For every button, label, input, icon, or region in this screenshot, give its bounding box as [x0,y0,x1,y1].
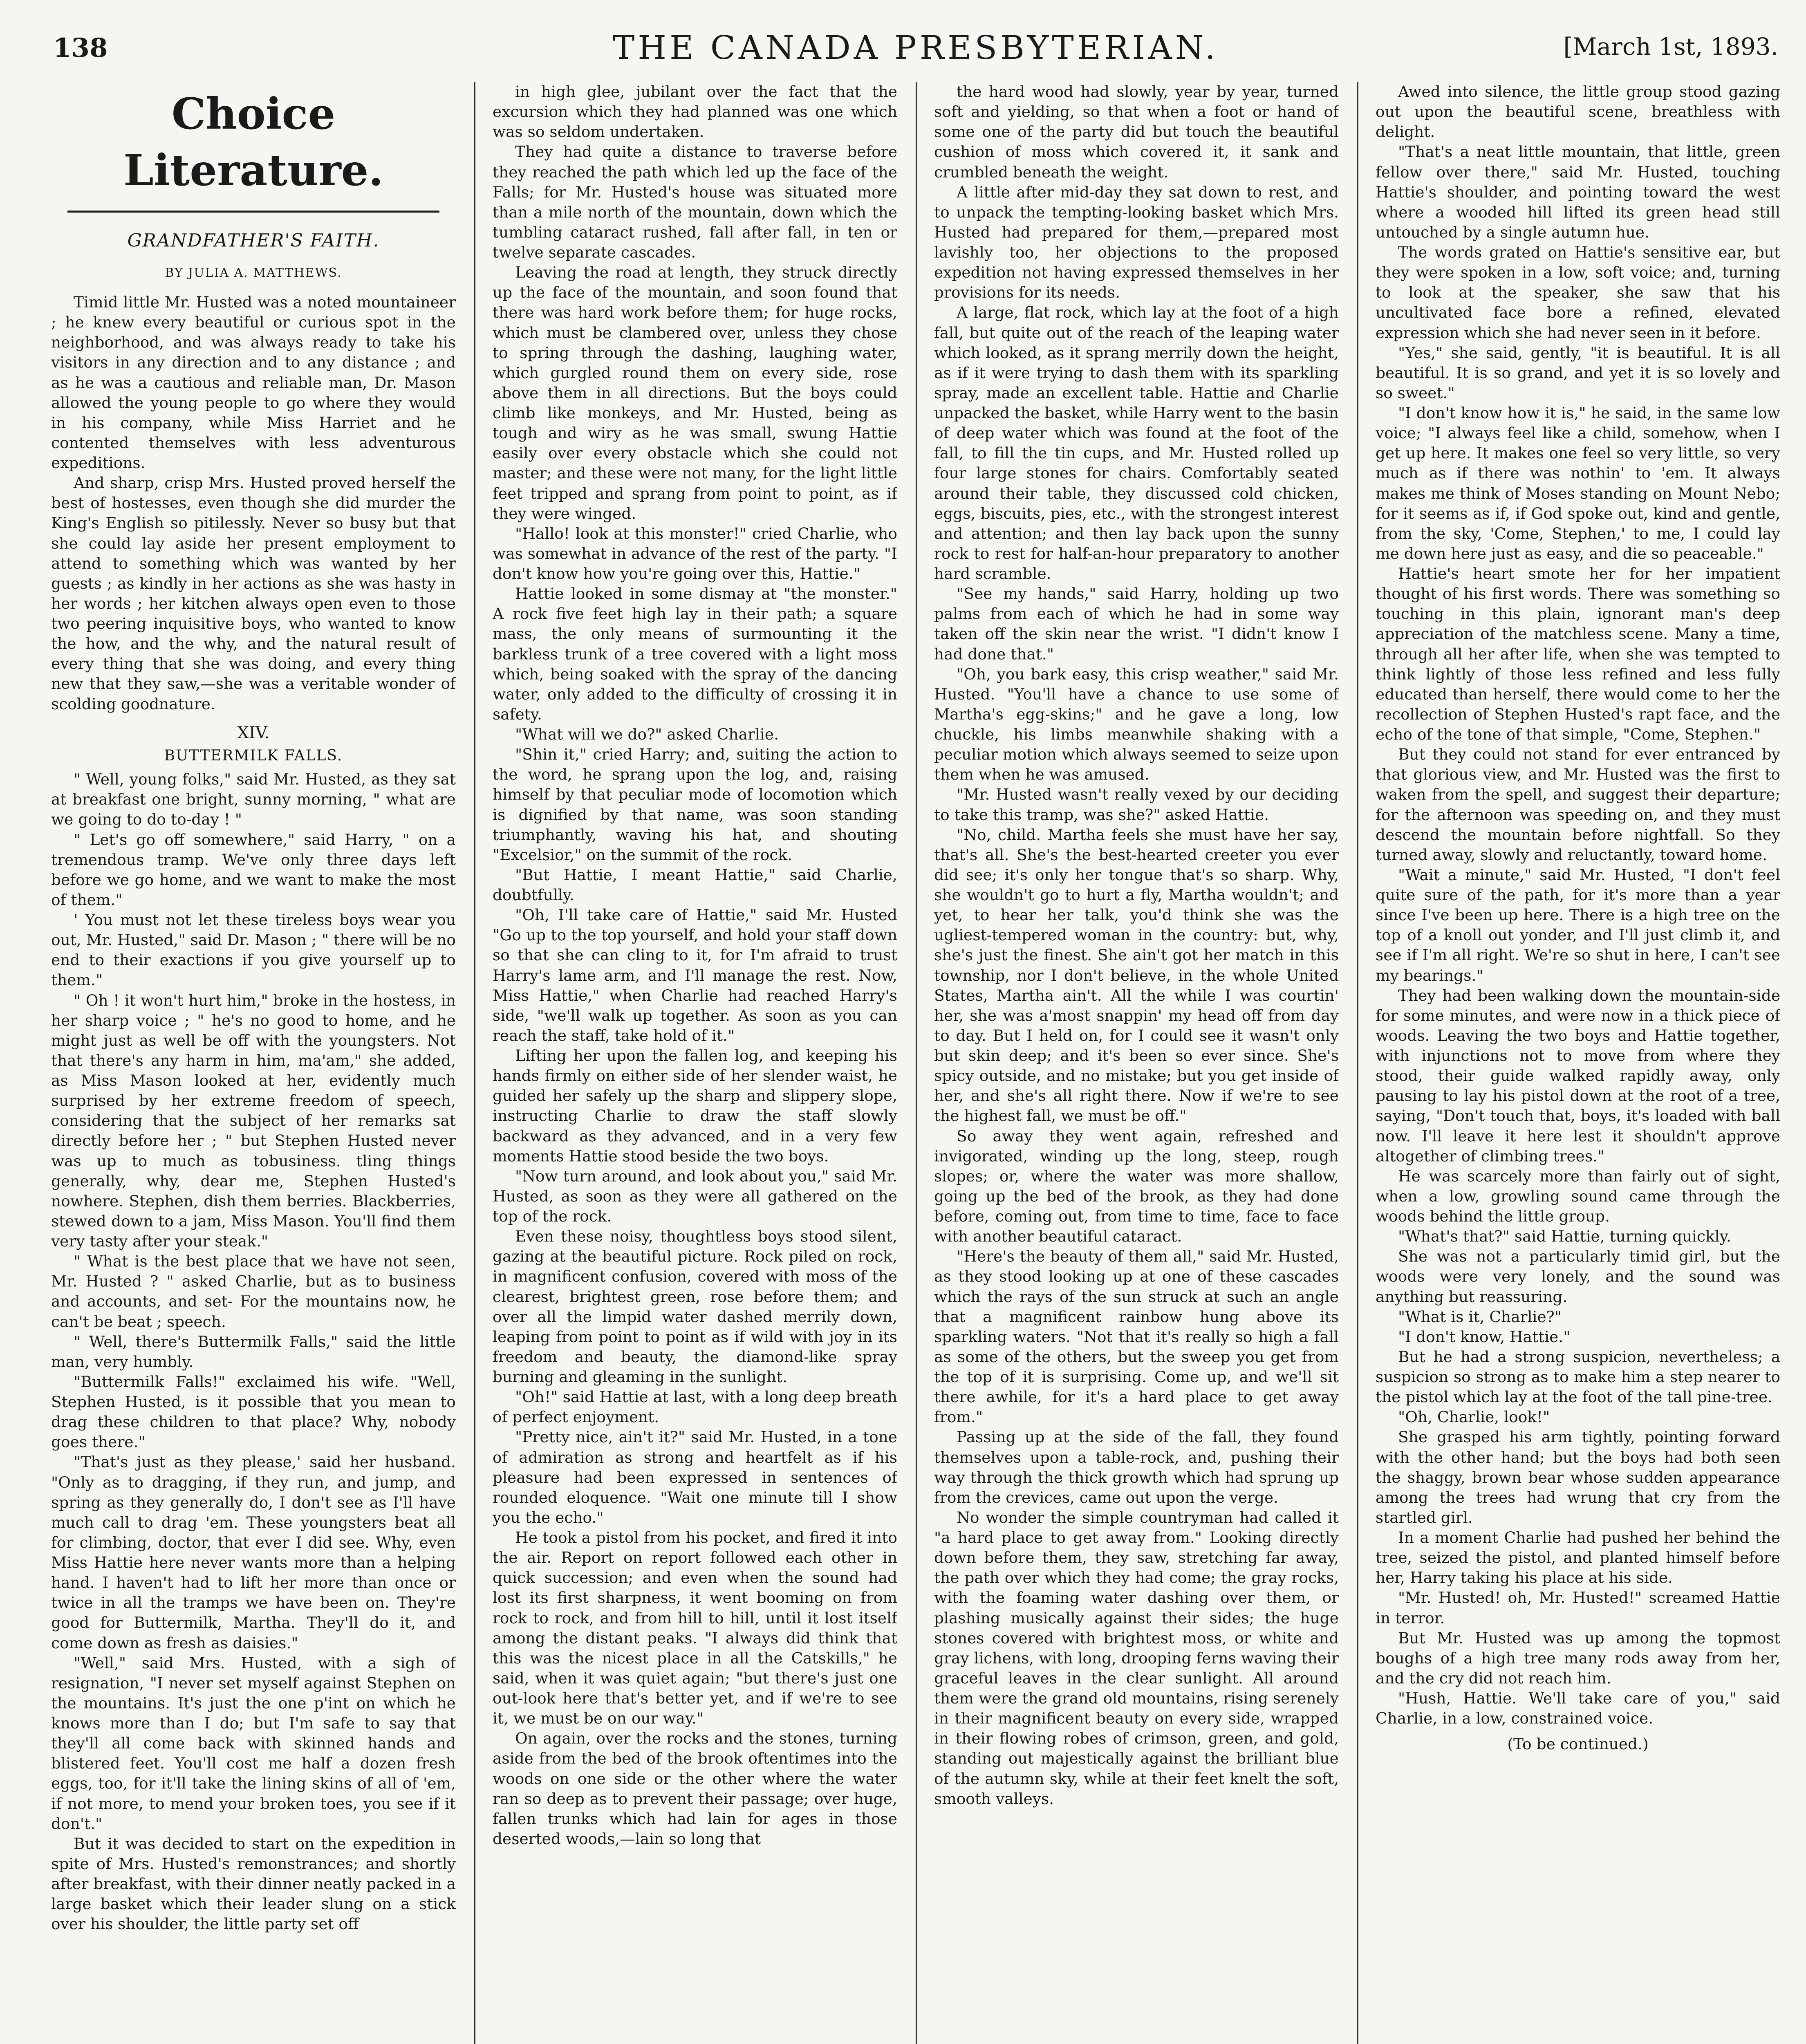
paragraph: ' You must not let these tireless boys wear you out, Mr. Husted," said Dr. Mason ; " there will be no end to their exactions if you give yourself up to them." [51,911,456,989]
page-number: 138 [53,33,108,63]
paragraph: But he had a strong suspicion, nevertheless; a suspicion so strong as to make him a step nearer to the pistol which lay at the foot of the tall pine-tree. [1376,1347,1780,1406]
column-3-body [934,82,1339,1809]
paragraph: "Now turn around, and look about you," said Mr. Husted, as soon as they were all gathered on the top of the rock. [493,1167,897,1225]
column-1-body [51,769,456,1934]
column-divider [1357,82,1358,2044]
paragraph: A little after mid-day they sat down to rest, and to unpack the tempting-looking basket which Mrs. Husted had prepared for them,—prepared most lavishly too, her objections to the proposed expedition not having expressed themselves in her provisions for its needs. [934,183,1339,302]
paragraph: She was not a particularly timid girl, but the woods were very lonely, and the sound was anything but reassuring. [1376,1247,1780,1306]
column-2-body [493,82,897,1849]
paragraph: "What is it, Charlie?" [1398,1307,1562,1326]
paragraph: "That's a neat little mountain, that little, green fellow over there," said Mr. Husted, touching Hattie's shoulder, and pointing toward the west where a wooded hill lifted its green head still untouched by a single autumn hue. [1376,143,1780,241]
paragraph: the hard wood had slowly, year by year, turned soft and yielding, so that when a foot or hand of some one of the party did but touch the beautiful cushion of moss which covered it, it sank and crumbled beneath the weight. [934,83,1339,181]
paragraph: " What is the best place that we have not seen, Mr. Husted ? " asked Charlie, but as to business and accounts, and set- For the mountains now, he can't be beat ; speech. [51,1252,456,1331]
paragraph: " Well, there's Buttermilk Falls," said the little man, very humbly. [51,1332,456,1371]
column-4 [1376,82,1780,2044]
paragraph: "Oh!" said Hattie at last, with a long deep breath of perfect enjoyment. [493,1388,897,1426]
paragraph: "See my hands," said Harry, holding up two palms from each of which he had in some way taken off the skin near the wrist. "I didn't know I had done that." [934,585,1339,663]
page-header [53,29,1778,74]
section-heading: Choice Literature. [123,88,383,195]
paragraph: in high glee, jubilant over the fact that the excursion which they had planned was one which was so seldom undertaken. [493,83,897,141]
chapter-title: BUTTERMILK FALLS. [164,747,343,764]
paragraph: No wonder the simple countryman had called it "a hard place to get away from." Looking directly down before them, they saw, stretching far away, the path over which they had come; the gray rocks, with the foaming water dashing over them, or plashing musically against their sides; the huge stones covered with brightest moss, or white and gray lichens, with long, drooping ferns waving their graceful leaves in the clear sunlight. All around them were the grand old mountains, rising serenely in their magnificent beauty on every side, wrapped in their flowing robes of crimson, green, and gold, standing out majestically against the brilliant blue of the autumn sky, while at their feet knelt the soft, smooth valleys. [934,1508,1339,1808]
paragraph: "Hallo! look at this monster!" cried Charlie, who was somewhat in advance of the rest of the party. "I don't know how you're going over this, Hattie." [493,524,897,583]
paragraph: "Shin it," cried Harry; and, suiting the action to the word, he sprang upon the log, and, raising himself by that peculiar mode of locomotion which is dignified by that name, was soon standing triumphantly, waving his hat, and shouting "Excelsior," on the summit of the rock. [493,745,897,864]
paragraph: "What will we do?" asked Charlie. [515,725,779,743]
paragraph: "Hush, Hattie. We'll take care of you," said Charlie, in a low, constrained voice. [1376,1689,1780,1728]
paragraph: "Yes," she said, gently, "it is beautiful. It is all beautiful. It is so grand, and yet it is so lovely and so sweet." [1376,343,1780,402]
paragraph: "Mr. Husted! oh, Mr. Husted!" screamed Hattie in terror. [1376,1589,1780,1627]
paragraph: Awed into silence, the little group stood gazing out upon the beautiful scene, breathless with delight. [1376,83,1780,141]
paragraph: In a moment Charlie had pushed her behind the tree, seized the pistol, and planted himself before her, Harry taking his place at his side. [1376,1529,1780,1587]
paragraph: "Wait a minute," said Mr. Husted, "I don't feel quite sure of the path, for it's more than a year since I've been up here. There is a high tree on the top of a knoll out yonder, and I'll just climb it, and see if I'm all right. We're so shut in here, I can't see my bearings." [1376,865,1780,984]
paragraph: And sharp, crisp Mrs. Husted proved herself the best of hostesses, even though she did murder the King's English so pitilessly. Never so busy but that she could lay aside her present employment to attend to something which was wanted by her guests ; as kindly in her actions as she was hasty in her words ; her kitchen always open even to those two peering inquisitive boys, who wanted to know the how, and the why, and the natural result of every thing that she was doing, and every thing new that they saw,—she was a veritable wonder of scolding goodnature. [51,474,456,713]
paragraph: "Pretty nice, ain't it?" said Mr. Husted, in a tone of admiration as strong and heartfelt as if his pleasure had been expressed in sentences of rounded eloquence. "Wait one minute till I show you the echo." [493,1428,897,1526]
paragraph: "No, child. Martha feels she must have her say, that's all. She's the best-hearted creeter you ever did see; it's only her tongue that's so sharp. Why, she wouldn't go to hurt a fly, Martha wouldn't; and yet, to hear her talk, you'd think she was the ugliest-tempered woman in the country: but, why, she's just the finest. She ain't got her match in this township, nor I don't believe, in the whole United States, Martha ain't. All the while I was courtin' her, she was a'most snappin' my head off from day to day. But I held on, for I could see it wasn't only but skin deep; and it's been so ever since. She's spicy outside, and no mistake; but you get inside of her, and she's all right there. Now if we're to see the highest fall, we must be off." [934,825,1339,1125]
paragraph: He took a pistol from his pocket, and fired it into the air. Report on report followed each other in quick succession; and even when the sound had lost its first sharpness, it went booming on from rock to rock, and from hill to hill, until it lost itself among the distant peaks. "I always did think that this was the nicest place in all the Catskills," he said, when it was quiet again; "but there's just one out-look here that's better yet, and if we're to see it, we must be on our way." [493,1529,897,1728]
paragraph: The words grated on Hattie's sensitive ear, but they were spoken in a low, soft voice; and, turning to look at the speaker, she saw that his uncultivated face bore a refined, elevated expression which she had never seen in it before. [1376,243,1780,342]
column-divider [916,82,917,2044]
paragraph: Hattie looked in some dismay at "the monster." A rock five feet high lay in their path; a square mass, the only means of surmounting it the barkless trunk of a tree covered with a light moss which, being soaked with the spray of the dancing water, only added to the difficulty of crossing it in safety. [493,585,897,723]
paragraph: "Here's the beauty of them all," said Mr. Husted, as they stood looking up at one of these cascades which the rays of the sun struck at such an angle that a magnificent rainbow hung above its sparkling waters. "Not that it's really so high a fall as some of the others, but the sweep you get from the top of it is surprising. Come up, and we'll sit there awhile, for it's a hard place to get away from." [934,1247,1339,1426]
paragraph: "Oh, you bark easy, this crisp weather," said Mr. Husted. "You'll have a chance to use some of Martha's egg-skins;" and he gave a long, low chuckle, his limbs meanwhile shaking with a peculiar motion which always seemed to seize upon them when he was amused. [934,665,1339,784]
paragraph: Timid little Mr. Husted was a noted mountaineer ; he knew every beautiful or curious spot in the neighborhood, and was always ready to take his visitors in any direction and to any distance ; and as he was a cautious and reliable man, Dr. Mason allowed the young people to go where they would in his company, while Miss Harriet and he contented themselves with less adventurous expeditions. [51,293,456,472]
paragraph: "Mr. Husted wasn't really vexed by our deciding to take this tramp, was she?" asked Hattie. [934,785,1339,824]
paragraph: She grasped his arm tightly, pointing forward with the other hand; but the boys had both seen the shaggy, brown bear whose sudden appearance among the trees had wrung that cry from the startled girl. [1376,1428,1780,1526]
paragraph: They had been walking down the mountain-side for some minutes, and were now in a thick piece of woods. Leaving the two boys and Hattie together, with injunctions not to move from where they stood, their guide walked rapidly away, only pausing to lay his pistol down at the root of a tree, saying, "Don't touch that, boys, it's loaded with ball now. I'll leave it here lest it shouldn't approve altogether of climbing trees." [1376,986,1780,1165]
story-byline: BY JULIA A. MATTHEWS. [165,265,342,280]
heading-rule [67,211,439,213]
paragraph: But they could not stand for ever entranced by that glorious view, and Mr. Husted was the first to waken from the spell, and suggest their departure; for the afternoon was speeding on, and they must descend the mountain before nightfall. So they turned away, slowly and reluctantly, toward home. [1376,745,1780,864]
paragraph: "I don't know how it is," he said, in the same low voice; "I always feel like a child, somehow, when I get up here. It makes one feel so very little, so very much as if there was nothin' to 'em. It always makes me think of Moses standing on Mount Nebo; for it seems as if, if God spoke out, kind and gentle, from the sky, 'Come, Stephen,' to me, I could lay me down here just as easy, and die so peaceable." [1376,404,1780,563]
paragraph: He was scarcely more than fairly out of sight, when a low, growling sound came through the woods behind the little group. [1376,1167,1780,1225]
issue-date: [March 1st, 1893. [1563,33,1778,61]
paragraph: "I don't know, Hattie." [1398,1327,1571,1346]
paragraph: On again, over the rocks and the stones, turning aside from the bed of the brook oftentimes into the woods on one side or the other where the water ran so deep as to prevent their passage; over huge, fallen trunks which had lain for ages in those deserted woods,—lain so long that [493,1729,897,1848]
column-2 [493,82,897,2044]
paragraph: But it was decided to start on the expedition in spite of Mrs. Husted's remonstrances; and shortly after breakfast, with their dinner neatly packed in a large basket which their leader slung on a stick over his shoulder, the little party set off [51,1834,456,1933]
paragraph: Leaving the road at length, they struck directly up the face of the mountain, and soon found that there was hard work before them; for huge rocks, which must be clambered over, unless they chose to spring through the dashing, laughing water, which gurgled round them on every side, rose above them in all directions. But the boys could climb like monkeys, and Mr. Husted, being as tough and wiry as he was small, swung Hattie easily over every obstacle which she could not master; and these were not many, for the light little feet tripped and sprang from point to point, as if they were winged. [493,263,897,522]
paragraph: "Oh, Charlie, look!" [1398,1408,1550,1426]
paragraph: " Well, young folks," said Mr. Husted, as they sat at breakfast one bright, sunny morning, " what are we going to do to-day ! " [51,770,456,829]
paragraph: "Oh, I'll take care of Hattie," said Mr. Husted "Go up to the top yourself, and hold your staff down so that she can cling to it, for I'm afraid to trust Harry's lame arm, and I'll manage the rest. Now, Miss Hattie," when Charlie had reached Harry's side, "we'll walk up together. As soon as you can reach the staff, take hold of it." [493,906,897,1044]
paragraph: "What's that?" said Hattie, turning quickly. [1398,1227,1731,1246]
column-1 [51,82,456,2044]
chapter-number: XIV. [237,723,270,742]
paragraph: "But Hattie, I meant Hattie," said Charlie, doubtfully. [493,865,897,904]
publication-title: THE CANADA PRESBYTERIAN. [612,29,1219,67]
column-4-body [1376,82,1780,1728]
paragraph: "Well," said Mrs. Husted, with a sigh of resignation, "I never set myself against Stephen on the mountains. It's just the one p'int on which he knows more than I do; but I'm safe to say that they'll all come back with skinned hands and blistered feet. You'll cost me half a dozen fresh eggs, too, for it'll take the lining skins of all of 'em, if not more, to mend your broken toes, you see if it don't." [51,1654,456,1833]
paragraph: They had quite a distance to traverse before they reached the path which led up the face of the Falls; for Mr. Husted's house was situated more than a mile north of the mountain, down which the tumbling cataract rushed, fall after fall, in ten or twelve separate cascades. [493,143,897,261]
paragraph: "That's just as they please,' said her husband. "Only as to dragging, if they run, and jump, and spring as they generally do, I don't see as I'll have much call to drag 'em. These youngsters beat all for climbing, doctor, that ever I did see. Why, even Miss Hattie here never wants more than a helping hand. I haven't had to lift her more than once or twice in all the tramps we have been on. They're good for Buttermilk, Martha. They'll do it, and come down as fresh as daisies." [51,1453,456,1652]
paragraph: A large, flat rock, which lay at the foot of a high fall, but quite out of the reach of the leaping water which looked, as it sprang merrily down the height, as if it were trying to dash them with its sparkling spray, made an excellent table. Hattie and Charlie unpacked the basket, while Harry went to the basin of deep water which was found at the foot of the fall, to fill the tin cups, and Mr. Husted rolled up four large stones for chairs. Comfortably seated around their table, they discussed cold chicken, eggs, biscuits, pies, etc., with the strongest interest and attention; and then lay back upon the sunny rock to rest for half-an-hour preparatory to another hard scramble. [934,303,1339,583]
article-columns [51,82,1788,2044]
paragraph: " Let's go off somewhere," said Harry, " on a tremendous tramp. We've only three days left before we go home, and we want to make the most of them." [51,830,456,909]
paragraph: Even these noisy, thoughtless boys stood silent, gazing at the beautiful picture. Rock piled on rock, in magnificent confusion, covered with moss of the clearest, brightest green, rose before them; and over all the limpid water dashed merrily down, leaping from point to point as if wild with joy in its freedom and beauty, the diamond-like spray burning and gleaming in the sunlight. [493,1227,897,1386]
column-3 [934,82,1339,2044]
column-divider [474,82,475,2044]
paragraph: " Oh ! it won't hurt him," broke in the hostess, in her sharp voice ; " he's no good to home, and he might just as well be off with the youngsters. Not that there's any harm in him, ma'am," she added, as Miss Mason looked at her, evidently much surprised by her extreme freedom of speech, considering that the subject of her remarks sat directly before her ; " but Stephen Husted never was up to much as tobusiness. tling things generally, why, dear me, Stephen Husted's nowhere. Stephen, dish them berries. Blackberries, stewed down to a jam, Miss Mason. You'll find them very tasty after your steak." [51,991,456,1251]
paragraph: Passing up at the side of the fall, they found themselves upon a table-rock, and, pushing their way through the thick growth which had sprung up from the crevices, came out upon the verge. [934,1428,1339,1506]
paragraph: Hattie's heart smote her for her impatient thought of his first words. There was something so touching in this plain, ignorant man's deep appreciation of the matchless scene. Many a time, through all her after life, when she was tempted to think lightly of those less refined and less fully educated than herself, there would come to her the recollection of Stephen Husted's rapt face, and the echo of the tone of that simple, "Come, Stephen." [1376,565,1780,743]
paragraph: But Mr. Husted was up among the topmost boughs of a high tree many rods away from her, and the cry did not reach him. [1376,1629,1780,1687]
paragraph: Lifting her upon the fallen log, and keeping his hands firmly on either side of her slender waist, he guided her safely up the sharp and slippery slope, instructing Charlie to draw the staff slowly backward as they advanced, and in a very few moments Hattie stood beside the two boys. [493,1047,897,1165]
paragraph: So away they went again, refreshed and invigorated, winding up the long, steep, rough slopes; or, where the water was more shallow, going up the bed of the brook, as they had done before, coming out, from time to time, face to face with another beautiful cataract. [934,1127,1339,1246]
story-title: GRANDFATHER'S FAITH. [127,230,380,251]
continued-note: (To be continued.) [1507,1735,1649,1753]
paragraph: "Buttermilk Falls!" exclaimed his wife. "Well, Stephen Husted, is it possible that you mean to drag these children to that place? Why, nobody goes there." [51,1372,456,1451]
